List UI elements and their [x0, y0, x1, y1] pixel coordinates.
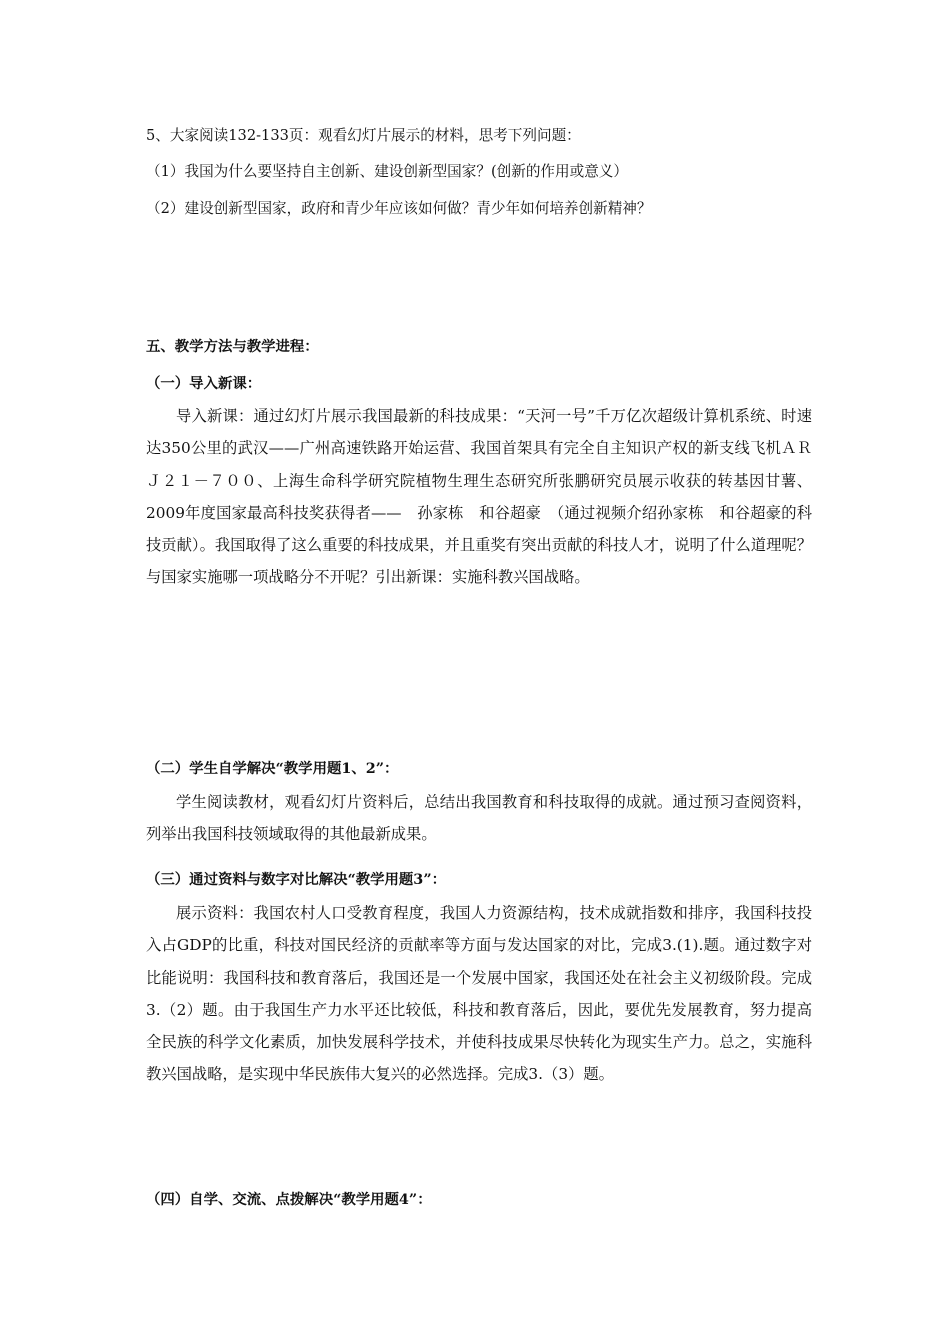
part3-paragraph: 展示资料：我国农村人口受教育程度，我国人力资源结构，技术成就指数和排序，我国科技投入占GDP的比重，科技对国民经济的贡献率等方面与发达国家的对比，完成3.(1).题。通过数字对比能说明：我国科技和教育落后，我国还是一个发展中国家，我国还处在社会主义初级阶段。完成3.（2）题。由于我国生产力水平还比较低，科技和教育落后，因此，要优先发展教育，努力提高全民族的科学文化素质，加快发展科学技术，并使科技成果尽快转化为现实生产力。总之，实施科教兴国战略，是实现中华民族伟大复兴的必然选择。完成3.（3）题。 [146, 904, 812, 1084]
part4-heading: （四）自学、交流、点拨解决“教学用题4”： [146, 1191, 432, 1208]
part1-heading: （一）导入新课： [146, 375, 262, 392]
part2-heading: （二）学生自学解决“教学用题1、2”： [146, 760, 399, 777]
question-5: 5、大家阅读132-133页：观看幻灯片展示的材料，思考下列问题： [146, 127, 581, 144]
question-5-1: （1）我国为什么要坚持自主创新、建设创新型国家？(创新的作用或意义） [146, 163, 628, 180]
section-heading: 五、教学方法与教学进程： [146, 338, 319, 355]
question-5-2: （2）建设创新型国家，政府和青少年应该如何做？青少年如何培养创新精神？ [146, 200, 652, 217]
part3-heading: （三）通过资料与数字对比解决“教学用题3”： [146, 871, 446, 888]
part2-paragraph: 学生阅读教材，观看幻灯片资料后，总结出我国教育和科技取得的成就。通过预习查阅资料，列举出我国科技领域取得的其他最新成果。 [146, 793, 812, 844]
part1-paragraph: 导入新课：通过幻灯片展示我国最新的科技成果：“天河一号”千万亿次超级计算机系统、时速达350公里的武汉——广州高速铁路开始运营、我国首架具有完全自主知识产权的新支线飞机ＡＲＪ２１－７００、上海生命科学研究院植物生理生态研究所张鹏研究员展示收获的转基因甘薯、2009年度国家最高科技奖获得者—— 孙家栋 和谷超豪 （通过视频介绍孙家栋 和谷超豪的科技贡献）。我国取得了这么重要的科技成果，并且重奖有突出贡献的科技人才，说明了什么道理呢？与国家实施哪一项战略分不开呢？引出新课：实施科教兴国战略。 [146, 407, 812, 587]
